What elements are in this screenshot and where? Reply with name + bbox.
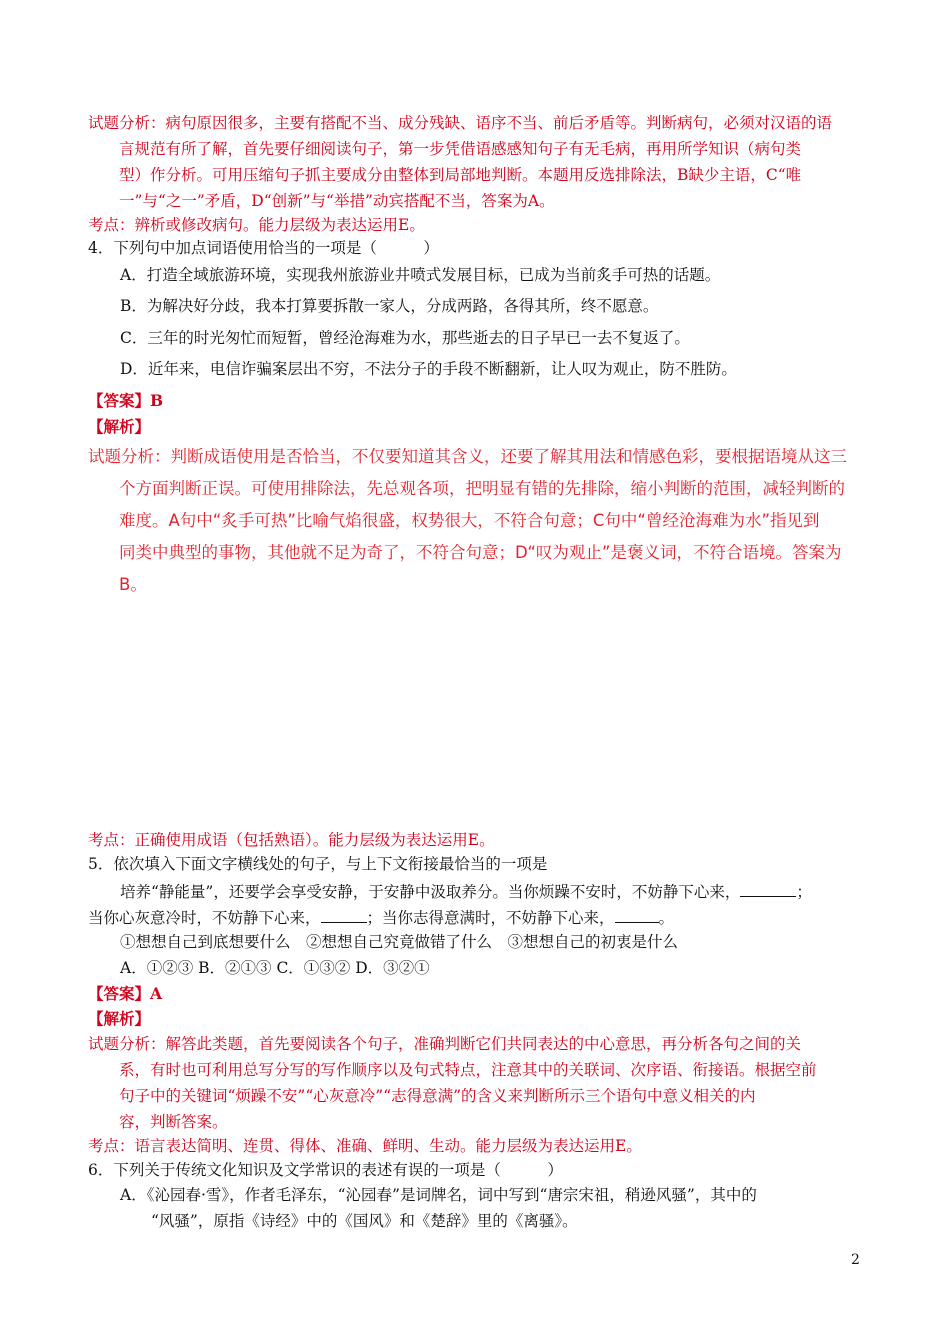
q5-blank-1 (740, 880, 796, 897)
q4-jiexi-label: 【解析】 (88, 417, 151, 436)
page-number: 2 (851, 1252, 860, 1268)
q5-answer: 【答案】A (88, 984, 163, 1003)
q4-option-b: B．为解决好分歧，我本打算要拆散一家人，分成两路，各得其所，终不愿意。 (120, 297, 659, 315)
q5-analysis-line-4: 容，判断答案。 (119, 1113, 228, 1131)
q5-analysis (88, 1033, 868, 1137)
q5-analysis-line-1: 试题分析：解答此类题，首先要阅读各个句子，准确判断它们共同表达的中心意思，再分析各句之间的关 (88, 1035, 802, 1053)
q4-kaodian: 考点：正确使用成语（包括熟语）。能力层级为表达运用E。 (88, 831, 495, 849)
q4-analysis-line-5: B。 (119, 575, 147, 594)
q5-passage-text-1a: 培养“静能量”，还要学会享受安静，于安静中汲取养分。当你烦躁不安时，不妨静下心来， (120, 883, 741, 901)
q5-jiexi-label: 【解析】 (88, 1009, 151, 1028)
q4-analysis-line-2: 个方面判断正误。可使用排除法，先总观各项，把明显有错的先排除，缩小判断的范围，减轻判断的 (119, 479, 845, 498)
q5-stem: 5．依次填入下面文字横线处的句子，与上下文衔接最恰当的一项是 (88, 855, 548, 873)
q3-analysis-line-1: 试题分析：病句原因很多，主要有搭配不当、成分残缺、语序不当、前后矛盾等。判断病句，必须对汉语的语 (88, 114, 833, 132)
q5-options: A．①②③ B．②①③ C．①③② D．③②① (120, 959, 430, 977)
q3-analysis-line-3: 型）作分析。可用压缩句子抓主要成分由整体到局部地判断。本题用反选排除法，B缺少主语，C“唯 (119, 166, 802, 184)
q5-choices: ①想想自己到底想要什么 ②想想自己究竟做错了什么 ③想想自己的初衷是什么 (120, 933, 679, 951)
q4-stem: 4．下列句中加点词语使用恰当的一项是（ ） (88, 239, 439, 257)
q3-analysis (88, 112, 868, 216)
q4-analysis (88, 441, 868, 601)
q5-blank-2 (321, 906, 367, 923)
q6-option-a-line-1: A．《沁园春·雪》，作者毛泽东，“沁园春”是词牌名，词中写到“唐宗宋祖，稍逊风骚”，其中的 (120, 1186, 757, 1204)
q6-stem: 6．下列关于传统文化知识及文学常识的表述有误的一项是（ ） (88, 1161, 563, 1179)
q4-analysis-line-4: 同类中典型的事物，其他就不足为奇了，不符合句意；D“叹为观止”是褒义词，不符合语境。答案为 (119, 543, 842, 562)
q5-passage-text-1b: ； (796, 883, 812, 901)
q4-option-a: A．打造全域旅游环境，实现我州旅游业井喷式发展目标，已成为当前炙手可热的话题。 (120, 266, 721, 284)
q5-passage-line-2 (88, 906, 674, 929)
q5-passage-text-2a: 当你心灰意冷时，不妨静下心来， (88, 909, 321, 927)
q5-analysis-line-3: 句子中的关键词“烦躁不安”“心灰意冷”“志得意满”的含义来判断所示三个语句中意义相关的内 (119, 1087, 756, 1105)
q3-kaodian: 考点：辨析或修改病句。能力层级为表达运用E。 (88, 216, 425, 234)
q5-passage-text-2c: 。 (658, 909, 675, 927)
q4-option-d: D．近年来，电信诈骗案层出不穷，不法分子的手段不断翻新，让人叹为观止，防不胜防。 (120, 360, 737, 378)
q5-passage-text-2b: ；当你志得意满时，不妨静下心来， (366, 909, 615, 927)
q5-blank-3 (615, 906, 659, 923)
q3-analysis-line-2: 言规范有所了解，首先要仔细阅读句子，第一步凭借语感感知句子有无毛病，再用所学知识（病句类 (119, 140, 802, 158)
q4-option-c: C．三年的时光匆忙而短暂，曾经沧海难为水，那些逝去的日子早已一去不复返了。 (120, 329, 690, 347)
q4-analysis-line-1: 试题分析：判断成语使用是否恰当，不仅要知道其含义，还要了解其用法和情感色彩，要根据语境从这三 (88, 447, 847, 466)
q5-passage-line-1 (120, 880, 812, 903)
q5-analysis-line-2: 系，有时也可利用总写分写的写作顺序以及句式特点，注意其中的关联词、次序语、衔接语。根据空前 (119, 1061, 817, 1079)
q4-answer: 【答案】B (88, 391, 164, 410)
q5-kaodian: 考点：语言表达简明、连贯、得体、准确、鲜明、生动。能力层级为表达运用E。 (88, 1137, 642, 1155)
q6-option-a-line-2: “风骚”，原指《诗经》中的《国风》和《楚辞》里的《离骚》。 (151, 1212, 578, 1230)
q4-analysis-line-3: 难度。A句中“炙手可热”比喻气焰很盛，权势很大，不符合句意；C句中“曾经沧海难为水”指见到 (119, 511, 820, 530)
q3-analysis-line-4: 一”与“之一”矛盾，D“创新”与“举措”动宾搭配不当，答案为A。 (119, 192, 555, 210)
